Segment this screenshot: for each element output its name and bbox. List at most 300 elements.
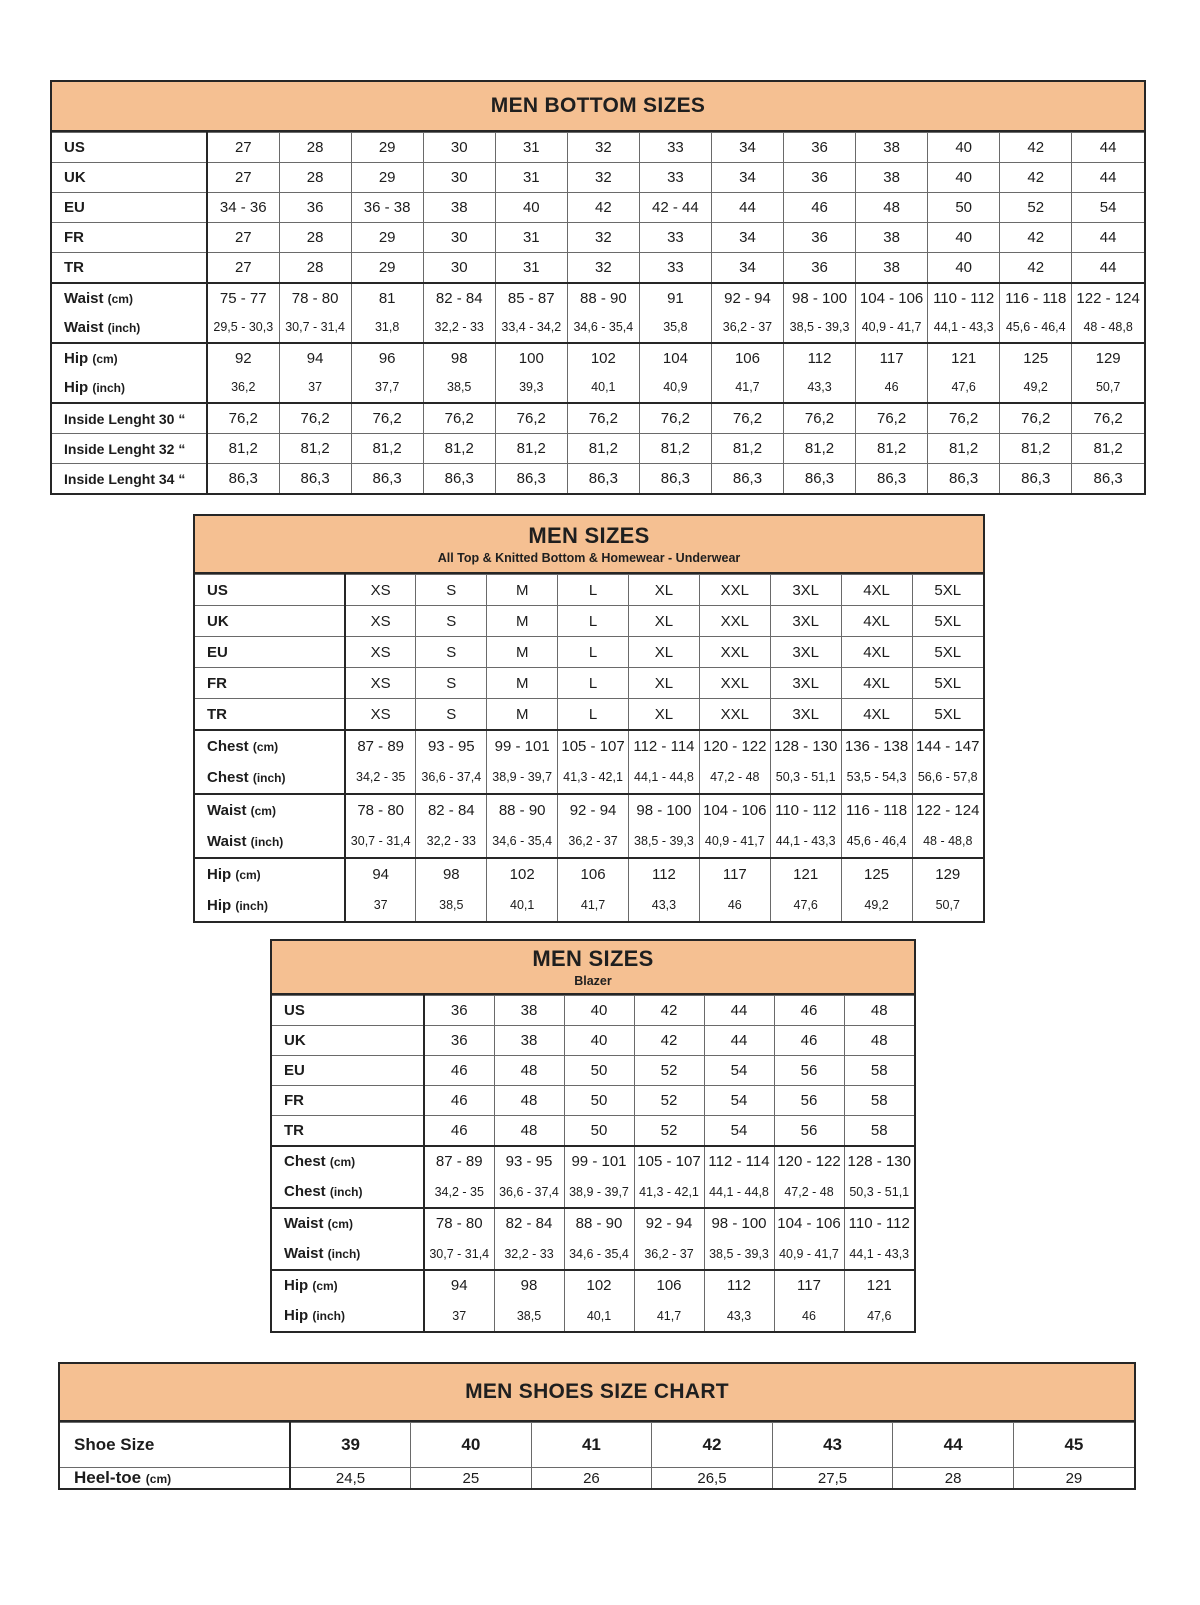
size-value-cm: 128 - 130 bbox=[773, 738, 838, 755]
size-cell: XXL bbox=[699, 575, 770, 606]
table-row bbox=[195, 794, 983, 858]
size-value-inch: 36,2 - 37 bbox=[644, 1247, 694, 1261]
row-label-bottom: Hip (inch) bbox=[284, 1307, 346, 1324]
size-cell bbox=[345, 730, 416, 794]
size-cell bbox=[699, 730, 770, 794]
size-value-cm: 122 - 124 bbox=[1076, 290, 1140, 307]
size-cell: 38 bbox=[494, 1026, 564, 1056]
size-cell bbox=[207, 343, 279, 403]
row-label: EU bbox=[272, 1056, 424, 1086]
size-value-inch: 34,6 - 35,4 bbox=[573, 320, 634, 334]
row-label: Heel-toe (cm) bbox=[60, 1468, 290, 1489]
size-value-inch: 33,4 - 34,2 bbox=[501, 320, 562, 334]
size-cell: 76,2 bbox=[567, 403, 639, 434]
row-label: FR bbox=[195, 668, 345, 699]
size-cell: 81,2 bbox=[856, 434, 928, 464]
size-cell bbox=[841, 794, 912, 858]
size-cell bbox=[279, 343, 351, 403]
row-label-bottom: Hip (inch) bbox=[207, 897, 269, 914]
row-label: US bbox=[195, 575, 345, 606]
size-value-cm: 112 bbox=[651, 866, 676, 883]
size-value-inch: 34,2 - 35 bbox=[434, 1185, 484, 1199]
size-value-cm: 125 bbox=[864, 866, 890, 883]
size-cell: XL bbox=[629, 668, 700, 699]
size-cell: 36 bbox=[784, 223, 856, 253]
size-cell: 32 bbox=[567, 133, 639, 163]
size-cell: 46 bbox=[774, 996, 844, 1026]
size-cell: 34 bbox=[711, 163, 783, 193]
size-cell: 86,3 bbox=[639, 464, 711, 494]
size-cell bbox=[416, 794, 487, 858]
size-cell: 48 bbox=[494, 1116, 564, 1147]
size-value-cm: 104 bbox=[662, 350, 688, 367]
table-subtitle: Blazer bbox=[574, 974, 612, 988]
table-row bbox=[272, 1116, 914, 1147]
size-cell: 4XL bbox=[841, 575, 912, 606]
row-label: TR bbox=[272, 1116, 424, 1147]
size-value-cm: 129 bbox=[1095, 350, 1121, 367]
row-label: EU bbox=[195, 637, 345, 668]
size-cell: 81,2 bbox=[495, 434, 567, 464]
size-value-inch: 50,7 bbox=[1095, 380, 1121, 394]
unit-label: (cm) bbox=[107, 292, 133, 306]
size-cell: M bbox=[487, 606, 558, 637]
size-value-cm: 85 - 87 bbox=[507, 290, 555, 307]
size-cell: 36 bbox=[424, 1026, 494, 1056]
size-cell: 27 bbox=[207, 133, 279, 163]
row-label: UK bbox=[195, 606, 345, 637]
size-value-inch: 32,2 - 33 bbox=[426, 834, 476, 848]
size-cell: 3XL bbox=[770, 668, 841, 699]
size-cell bbox=[207, 283, 279, 343]
size-cell: 31 bbox=[495, 223, 567, 253]
size-cell bbox=[770, 794, 841, 858]
size-value-inch: 32,2 - 33 bbox=[434, 320, 484, 334]
size-cell: 46 bbox=[424, 1086, 494, 1116]
size-value-cm: 129 bbox=[935, 866, 961, 883]
size-cell: 40 bbox=[928, 253, 1000, 284]
size-value-inch: 43,3 bbox=[726, 1309, 752, 1323]
size-cell: 33 bbox=[639, 223, 711, 253]
size-cell: 5XL bbox=[912, 637, 983, 668]
size-cell bbox=[558, 730, 629, 794]
unit-label: (cm) bbox=[327, 1217, 353, 1231]
size-cell: 76,2 bbox=[1072, 403, 1144, 434]
size-cell bbox=[704, 1270, 774, 1331]
size-value-inch: 40,9 - 41,7 bbox=[861, 320, 922, 334]
table-row bbox=[60, 1468, 1134, 1489]
size-cell: XL bbox=[629, 699, 700, 731]
size-cell: 86,3 bbox=[279, 464, 351, 494]
size-cell bbox=[856, 343, 928, 403]
size-cell: 3XL bbox=[770, 637, 841, 668]
size-value-cm: 94 bbox=[306, 350, 324, 367]
size-value-cm: 96 bbox=[378, 350, 396, 367]
table-row bbox=[52, 133, 1144, 163]
size-value-inch: 47,6 bbox=[793, 898, 818, 912]
size-value-inch: 47,6 bbox=[951, 380, 976, 394]
unit-label: (inch) bbox=[327, 1247, 361, 1261]
size-cell: 56 bbox=[774, 1086, 844, 1116]
table-row bbox=[195, 575, 983, 606]
size-cell bbox=[416, 858, 487, 921]
row-label: UK bbox=[52, 163, 207, 193]
size-cell: 33 bbox=[639, 253, 711, 284]
size-value-cm: 92 - 94 bbox=[569, 802, 617, 819]
size-value-inch: 46 bbox=[802, 1309, 816, 1323]
size-cell bbox=[711, 283, 783, 343]
row-label: FR bbox=[272, 1086, 424, 1116]
size-value-inch: 37,7 bbox=[374, 380, 400, 394]
size-cell bbox=[494, 1270, 564, 1331]
size-cell: 86,3 bbox=[567, 464, 639, 494]
size-cell: 46 bbox=[774, 1026, 844, 1056]
size-cell bbox=[844, 1208, 914, 1270]
size-cell: 81,2 bbox=[423, 434, 495, 464]
row-label-top: Waist (cm) bbox=[64, 290, 133, 307]
size-value-inch: 29,5 - 30,3 bbox=[213, 320, 274, 334]
size-value-inch: 40,9 - 41,7 bbox=[704, 834, 765, 848]
size-cell: 40 bbox=[928, 163, 1000, 193]
size-cell: 81,2 bbox=[1000, 434, 1072, 464]
row-label bbox=[52, 343, 207, 403]
size-value-cm: 102 bbox=[586, 1277, 612, 1294]
size-cell bbox=[1072, 283, 1144, 343]
size-cell: 44 bbox=[1072, 253, 1144, 284]
size-cell bbox=[634, 1270, 704, 1331]
size-cell bbox=[699, 794, 770, 858]
size-cell: 40 bbox=[495, 193, 567, 223]
size-value-cm: 82 - 84 bbox=[435, 290, 483, 307]
size-value-inch: 44,1 - 43,3 bbox=[933, 320, 994, 334]
row-label-bottom: Waist (inch) bbox=[284, 1245, 361, 1262]
row-label-top: Waist (cm) bbox=[207, 802, 276, 819]
size-value-inch: 37 bbox=[373, 898, 388, 912]
size-value-cm: 110 - 112 bbox=[775, 802, 837, 819]
size-cell: XS bbox=[345, 668, 416, 699]
men-sizes-top-grid bbox=[195, 574, 983, 921]
size-cell bbox=[844, 1146, 914, 1208]
size-value-cm: 98 - 100 bbox=[792, 290, 848, 307]
size-cell bbox=[629, 730, 700, 794]
size-cell: 36 bbox=[784, 253, 856, 284]
size-value-cm: 91 bbox=[667, 290, 684, 307]
table-row bbox=[272, 1086, 914, 1116]
size-cell bbox=[844, 1270, 914, 1331]
size-cell: 76,2 bbox=[928, 403, 1000, 434]
size-cell: 5XL bbox=[912, 606, 983, 637]
row-label: TR bbox=[52, 253, 207, 284]
size-cell: 81,2 bbox=[711, 434, 783, 464]
size-value-cm: 99 - 101 bbox=[494, 738, 550, 755]
size-cell: L bbox=[558, 637, 629, 668]
size-value-cm: 112 - 114 bbox=[708, 1153, 770, 1170]
row-label: US bbox=[272, 996, 424, 1026]
size-cell bbox=[423, 343, 495, 403]
size-cell bbox=[912, 794, 983, 858]
size-value-inch: 34,6 - 35,4 bbox=[569, 1247, 629, 1261]
size-cell: 28 bbox=[279, 163, 351, 193]
table-row bbox=[195, 637, 983, 668]
size-value-inch: 36,6 - 37,4 bbox=[421, 770, 482, 784]
size-value-inch: 46 bbox=[727, 898, 742, 912]
size-cell: XL bbox=[629, 606, 700, 637]
size-cell: 30 bbox=[423, 133, 495, 163]
size-cell: S bbox=[416, 606, 487, 637]
size-cell: XL bbox=[629, 575, 700, 606]
size-cell: XS bbox=[345, 606, 416, 637]
size-value-cm: 120 - 122 bbox=[703, 738, 767, 755]
size-cell: 27,5 bbox=[772, 1468, 893, 1489]
size-cell: 4XL bbox=[841, 699, 912, 731]
size-value-inch: 40,9 - 41,7 bbox=[779, 1247, 839, 1261]
size-value-cm: 104 - 106 bbox=[703, 802, 767, 819]
size-value-inch: 36,2 bbox=[231, 380, 256, 394]
size-cell bbox=[711, 343, 783, 403]
size-cell bbox=[629, 858, 700, 921]
row-label bbox=[272, 1270, 424, 1331]
size-cell: M bbox=[487, 637, 558, 668]
size-cell bbox=[699, 858, 770, 921]
row-label-bottom: Chest (inch) bbox=[207, 769, 286, 786]
size-cell: 86,3 bbox=[495, 464, 567, 494]
size-value-inch: 30,7 - 31,4 bbox=[285, 320, 345, 334]
table-row bbox=[52, 283, 1144, 343]
size-value-cm: 88 - 90 bbox=[575, 1215, 623, 1232]
table-row bbox=[272, 1270, 914, 1331]
size-cell: 32 bbox=[567, 223, 639, 253]
size-cell bbox=[351, 283, 423, 343]
size-value-inch: 41,3 - 42,1 bbox=[563, 770, 623, 784]
size-cell: 76,2 bbox=[784, 403, 856, 434]
size-cell: 44 bbox=[1072, 223, 1144, 253]
size-cell: 76,2 bbox=[495, 403, 567, 434]
size-value-inch: 30,7 - 31,4 bbox=[429, 1247, 490, 1261]
size-value-inch: 31,8 bbox=[374, 320, 400, 334]
size-value-inch: 41,7 bbox=[656, 1309, 682, 1323]
table-title: MEN SHOES SIZE CHART bbox=[465, 1380, 729, 1403]
size-cell: 45 bbox=[1013, 1423, 1134, 1468]
size-cell: 3XL bbox=[770, 699, 841, 731]
men-shoes-size-chart-table bbox=[58, 1362, 1136, 1490]
table-row bbox=[272, 1146, 914, 1208]
size-cell: 44 bbox=[893, 1423, 1014, 1468]
size-cell: 86,3 bbox=[784, 464, 856, 494]
row-label bbox=[272, 1146, 424, 1208]
size-cell: 5XL bbox=[912, 699, 983, 731]
size-cell bbox=[487, 730, 558, 794]
size-cell: 76,2 bbox=[351, 403, 423, 434]
unit-label: (inch) bbox=[92, 381, 126, 395]
size-cell: 29 bbox=[1013, 1468, 1134, 1489]
size-cell: 54 bbox=[1072, 193, 1144, 223]
table-row bbox=[52, 253, 1144, 284]
table-row bbox=[272, 1056, 914, 1086]
table-row bbox=[195, 730, 983, 794]
size-value-cm: 110 - 112 bbox=[933, 290, 995, 307]
size-value-cm: 112 - 114 bbox=[633, 738, 695, 755]
table-row bbox=[272, 996, 914, 1026]
size-cell: 86,3 bbox=[423, 464, 495, 494]
size-value-cm: 98 bbox=[450, 350, 468, 367]
size-cell: 38 bbox=[856, 253, 928, 284]
size-cell: 81,2 bbox=[639, 434, 711, 464]
row-label: US bbox=[52, 133, 207, 163]
size-value-inch: 34,2 - 35 bbox=[356, 770, 406, 784]
size-cell: 29 bbox=[351, 253, 423, 284]
size-cell: S bbox=[416, 668, 487, 699]
unit-label: (inch) bbox=[312, 1309, 346, 1323]
size-cell bbox=[856, 283, 928, 343]
size-value-inch: 40,1 bbox=[510, 898, 535, 912]
size-cell bbox=[351, 343, 423, 403]
row-label-top: Hip (cm) bbox=[64, 350, 118, 367]
size-cell: XS bbox=[345, 637, 416, 668]
size-cell: 81,2 bbox=[567, 434, 639, 464]
table-row bbox=[52, 163, 1144, 193]
size-value-inch: 37 bbox=[308, 380, 323, 394]
size-cell: 56 bbox=[774, 1056, 844, 1086]
size-cell bbox=[912, 730, 983, 794]
table-row bbox=[52, 464, 1144, 494]
size-value-inch: 41,7 bbox=[580, 898, 606, 912]
size-value-cm: 144 - 147 bbox=[916, 738, 980, 755]
size-value-inch: 41,7 bbox=[735, 380, 760, 394]
size-cell: 42 bbox=[1000, 223, 1072, 253]
size-value-cm: 99 - 101 bbox=[571, 1153, 627, 1170]
size-value-inch: 41,3 - 42,1 bbox=[639, 1185, 699, 1199]
size-cell: 3XL bbox=[770, 575, 841, 606]
size-cell: 28 bbox=[279, 133, 351, 163]
size-cell bbox=[279, 283, 351, 343]
size-value-cm: 81 bbox=[378, 290, 396, 307]
size-cell bbox=[423, 283, 495, 343]
size-cell: 32 bbox=[567, 253, 639, 284]
size-value-inch: 44,1 - 43,3 bbox=[849, 1247, 910, 1261]
row-label: EU bbox=[52, 193, 207, 223]
size-cell: 86,3 bbox=[1000, 464, 1072, 494]
size-cell bbox=[1072, 343, 1144, 403]
size-value-inch: 49,2 bbox=[1023, 380, 1048, 394]
size-cell: 31 bbox=[495, 253, 567, 284]
size-cell: 38 bbox=[856, 223, 928, 253]
size-value-cm: 106 bbox=[656, 1277, 682, 1294]
size-value-cm: 88 - 90 bbox=[579, 290, 627, 307]
size-cell: 44 bbox=[711, 193, 783, 223]
size-value-inch: 38,9 - 39,7 bbox=[492, 770, 553, 784]
size-value-inch: 35,8 bbox=[663, 320, 688, 334]
size-cell bbox=[774, 1270, 844, 1331]
size-cell: 29 bbox=[351, 133, 423, 163]
size-value-cm: 121 bbox=[793, 866, 819, 883]
size-cell: 31 bbox=[495, 163, 567, 193]
size-cell bbox=[912, 858, 983, 921]
size-cell: 76,2 bbox=[207, 403, 279, 434]
size-cell: 48 bbox=[844, 996, 914, 1026]
size-cell: 29 bbox=[351, 223, 423, 253]
size-cell: 81,2 bbox=[279, 434, 351, 464]
row-label bbox=[52, 283, 207, 343]
size-cell: 58 bbox=[844, 1056, 914, 1086]
size-cell bbox=[424, 1270, 494, 1331]
men-bottom-sizes-grid bbox=[52, 132, 1144, 493]
size-cell bbox=[564, 1146, 634, 1208]
size-cell: 30 bbox=[423, 163, 495, 193]
row-label: FR bbox=[52, 223, 207, 253]
size-value-cm: 105 - 107 bbox=[637, 1153, 701, 1170]
size-value-inch: 50,3 - 51,1 bbox=[849, 1185, 910, 1199]
size-cell: XXL bbox=[699, 637, 770, 668]
size-value-cm: 104 - 106 bbox=[777, 1215, 841, 1232]
size-cell bbox=[495, 283, 567, 343]
size-cell: 36 bbox=[424, 996, 494, 1026]
size-cell: 28 bbox=[279, 253, 351, 284]
size-cell: 26,5 bbox=[652, 1468, 773, 1489]
size-cell: 4XL bbox=[841, 637, 912, 668]
size-cell: 42 bbox=[652, 1423, 773, 1468]
size-value-cm: 93 - 95 bbox=[427, 738, 475, 755]
size-value-cm: 75 - 77 bbox=[219, 290, 267, 307]
size-value-inch: 40,9 bbox=[663, 380, 688, 394]
size-value-inch: 44,1 - 44,8 bbox=[634, 770, 694, 784]
size-cell: 54 bbox=[704, 1056, 774, 1086]
table-row bbox=[195, 668, 983, 699]
size-value-inch: 56,6 - 57,8 bbox=[917, 770, 978, 784]
size-cell bbox=[629, 794, 700, 858]
size-value-inch: 46 bbox=[884, 380, 899, 394]
size-cell: 4XL bbox=[841, 606, 912, 637]
size-cell: 42 bbox=[567, 193, 639, 223]
size-value-inch: 43,3 bbox=[807, 380, 832, 394]
size-cell: 42 bbox=[1000, 253, 1072, 284]
size-cell bbox=[774, 1208, 844, 1270]
size-cell bbox=[784, 343, 856, 403]
size-value-cm: 78 - 80 bbox=[435, 1215, 483, 1232]
table-row bbox=[272, 1026, 914, 1056]
unit-label: (inch) bbox=[329, 1185, 363, 1199]
size-cell: XS bbox=[345, 699, 416, 731]
size-cell: 52 bbox=[1000, 193, 1072, 223]
size-value-inch: 36,2 - 37 bbox=[722, 320, 773, 334]
size-cell bbox=[564, 1270, 634, 1331]
size-cell bbox=[639, 283, 711, 343]
size-cell: 4XL bbox=[841, 668, 912, 699]
unit-label: (cm) bbox=[312, 1279, 338, 1293]
size-value-cm: 116 - 118 bbox=[845, 802, 908, 819]
size-cell bbox=[567, 343, 639, 403]
size-value-cm: 102 bbox=[590, 350, 616, 367]
size-cell: 81,2 bbox=[928, 434, 1000, 464]
size-cell bbox=[770, 858, 841, 921]
men-bottom-sizes-header bbox=[52, 82, 1144, 132]
size-cell: 27 bbox=[207, 223, 279, 253]
unit-label: (inch) bbox=[107, 321, 141, 335]
size-cell: 27 bbox=[207, 253, 279, 284]
size-cell bbox=[704, 1146, 774, 1208]
size-cell: 31 bbox=[495, 133, 567, 163]
table-row bbox=[52, 403, 1144, 434]
size-cell: 46 bbox=[784, 193, 856, 223]
size-cell: 39 bbox=[290, 1423, 411, 1468]
size-cell: 86,3 bbox=[207, 464, 279, 494]
men-shoes-size-chart-header bbox=[60, 1364, 1134, 1422]
size-cell: L bbox=[558, 699, 629, 731]
size-cell bbox=[487, 858, 558, 921]
row-label: Inside Lenght 32 “ bbox=[52, 434, 207, 464]
size-cell: S bbox=[416, 575, 487, 606]
size-value-cm: 122 - 124 bbox=[916, 802, 980, 819]
size-value-cm: 82 - 84 bbox=[427, 802, 475, 819]
